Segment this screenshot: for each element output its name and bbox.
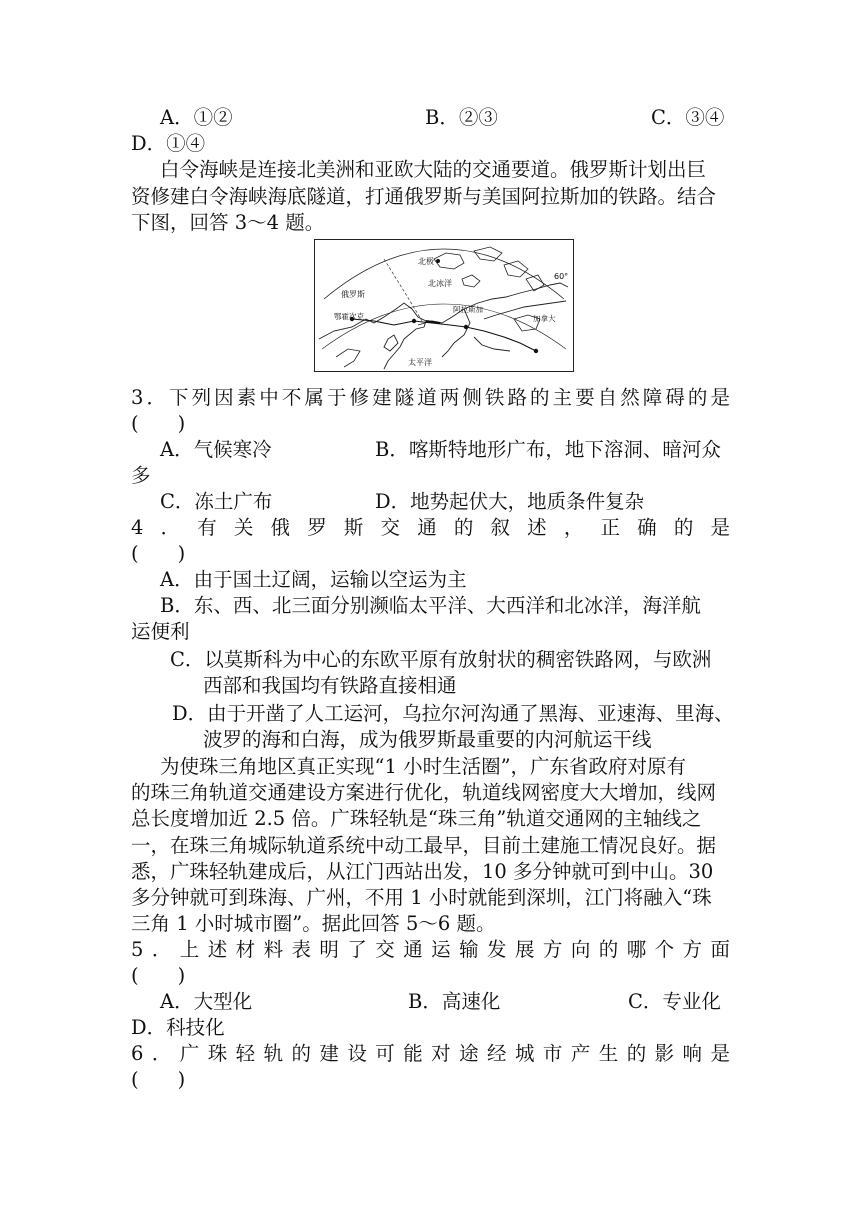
q6-stem: 6．广珠轻轨的建设可能对途经城市产生的影响是: [131, 1042, 730, 1065]
intro-34-line-3: 下图，回答 3～4 题。: [131, 211, 325, 234]
q3-option-d: D．地势起伏大，地质条件复杂: [375, 490, 645, 513]
q5-option-b: B．高速化: [408, 990, 501, 1013]
map-label-pacific: 太平洋: [408, 358, 432, 367]
q3-option-a: A．气候寒冷: [160, 438, 272, 461]
intro-34-line-1: 白令海峡是连接北美洲和亚欧大陆的交通要道。俄罗斯计划出巨: [160, 158, 707, 181]
map-label-okhotsk: 鄂霍次克: [334, 312, 364, 321]
q3-option-b: B．喀斯特地形广布，地下溶洞、暗河众: [375, 438, 721, 461]
q4-option-d: D．由于开凿了人工运河，乌拉尔河沟通了黑海、亚速海、里海、: [172, 702, 734, 725]
q4-option-b: B．东、西、北三面分别濒临太平洋、大西洋和北冰洋，海洋航: [160, 594, 701, 617]
q2-option-b: B．②③: [425, 106, 498, 129]
bering-strait-map: [314, 239, 574, 372]
map-label-north-pole: 北极: [418, 257, 434, 266]
q2-option-c: C．③④: [651, 106, 725, 129]
intro-34-line-2: 资修建白令海峡海底隧道，打通俄罗斯与美国阿拉斯加的铁路。结合: [131, 185, 717, 208]
q2-option-a: A．①②: [160, 106, 233, 129]
q4-option-c-cont: 西部和我国均有铁路直接相通: [203, 674, 457, 697]
q4-option-c: C．以莫斯科为中心的东欧平原有放射状的稠密铁路网，与欧洲: [170, 648, 712, 671]
intro-56-line-6: 多分钟就可到珠海、广州，不用 1 小时就能到深圳，江门将融入“珠: [131, 886, 712, 909]
q4-option-a: A．由于国土辽阔，运输以空运为主: [160, 568, 467, 591]
q6-answer-paren: ( ): [131, 1068, 186, 1091]
intro-56-line-4: 一，在珠三角城际轨道系统中动工最早，目前土建施工情况良好。据: [131, 834, 717, 857]
q3-option-b-cont: 多: [131, 464, 151, 487]
q2-option-d: D．①④: [131, 132, 206, 155]
map-label-latitude: 60°: [554, 272, 569, 281]
q5-option-a: A．大型化: [160, 990, 253, 1013]
intro-56-line-3: 总长度增加近 2.5 倍。广珠轻轨是“珠三角”轨道交通网的主轴线之: [131, 807, 702, 830]
q5-option-d: D．科技化: [131, 1016, 225, 1039]
intro-56-line-5: 悉，广珠轻轨建成后，从江门西站出发，10 多分钟就可到中山。30: [131, 860, 714, 883]
q4-option-b-cont: 运便利: [131, 620, 190, 643]
q5-option-c: C．专业化: [628, 990, 721, 1013]
intro-56-line-2: 的珠三角轨道交通建设方案进行优化，轨道线网密度大大增加，线网: [131, 781, 717, 804]
q4-answer-paren: ( ): [131, 542, 186, 565]
q5-stem: 5．上述材料表明了交通运输发展方向的哪个方面: [131, 938, 730, 961]
map-label-canada: 加拿大: [533, 314, 556, 323]
intro-56-line-7: 三角 1 小时城市圈”。据此回答 5～6 题。: [131, 912, 496, 935]
q3-option-c: C．冻土广布: [160, 490, 273, 513]
map-label-arctic-ocean: 北冰洋: [428, 279, 452, 288]
q3-stem: 3．下列因素中不属于修建隧道两侧铁路的主要自然障碍的是: [131, 386, 730, 409]
map-label-russia: 俄罗斯: [341, 290, 365, 299]
map-label-alaska: 阿拉斯加: [453, 305, 483, 314]
q5-answer-paren: ( ): [131, 964, 186, 987]
q4-stem: 4．有关俄罗斯交通的叙述，正确的是: [131, 516, 730, 539]
q4-option-d-cont: 波罗的海和白海，成为俄罗斯最重要的内河航运干线: [203, 728, 652, 751]
q3-answer-paren: ( ): [131, 412, 186, 435]
intro-56-line-1: 为使珠三角地区真正实现“1 小时生活圈”，广东省政府对原有: [160, 755, 687, 778]
